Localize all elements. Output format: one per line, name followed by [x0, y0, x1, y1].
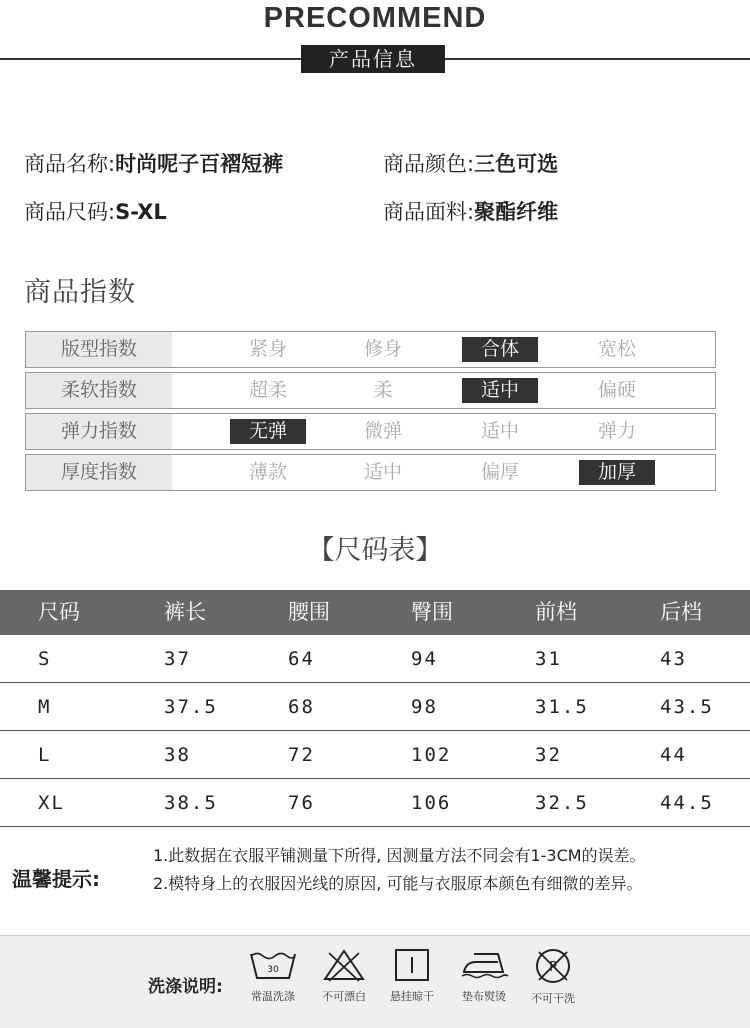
index-option-selected: 合体	[462, 337, 538, 362]
table-cell: 44.5	[660, 792, 714, 814]
table-cell: 94	[411, 648, 438, 670]
table-cell: 38.5	[164, 792, 218, 814]
product-name-value: 时尚呢子百褶短裤	[115, 152, 284, 176]
table-cell: 37	[164, 648, 191, 670]
wash-caption-4: 垫布熨烫	[462, 990, 506, 1003]
index-row-label: 厚度指数	[26, 455, 172, 490]
index-option: 适中	[480, 420, 519, 442]
product-size-value: S-XL	[115, 200, 167, 224]
table-cell: M	[38, 696, 52, 718]
table-cell: 31	[535, 648, 562, 670]
product-color-value: 三色可选	[474, 152, 559, 176]
index-option: 修身	[363, 338, 402, 360]
index-option: 紧身	[248, 338, 287, 360]
table-cell: 44	[660, 744, 687, 766]
table-row	[0, 683, 750, 731]
index-option-selected: 适中	[462, 378, 538, 403]
wash-temp-text: 30	[267, 965, 279, 975]
tip-line-1: 1.此数据在衣服平铺测量下所得, 因测量方法不同会有1-3CM的误差。	[153, 846, 646, 865]
wash-caption-5: 不可干洗	[531, 992, 575, 1005]
wash-item-3	[376, 948, 448, 1004]
product-size	[24, 196, 167, 226]
index-option-selected: 无弹	[230, 419, 306, 444]
index-row	[25, 331, 716, 368]
brand-title: PRECOMMEND	[263, 2, 487, 34]
product-fabric	[383, 196, 558, 226]
table-cell: 43	[660, 648, 687, 670]
index-option: 柔	[373, 379, 393, 401]
table-cell: 32.5	[535, 792, 589, 814]
dry-clean-letter: P	[549, 960, 557, 975]
no-dry-clean-icon	[533, 948, 573, 984]
size-table-header-cell: 裤长	[164, 600, 206, 624]
index-option: 超柔	[248, 379, 287, 401]
table-cell: 68	[288, 696, 315, 718]
product-color	[383, 148, 558, 178]
wash-item-5	[517, 948, 589, 1006]
hang-dry-icon	[394, 948, 430, 982]
table-cell: 32	[535, 744, 562, 766]
index-row-label: 弹力指数	[26, 414, 172, 449]
table-row	[0, 731, 750, 779]
table-cell: 98	[411, 696, 438, 718]
wash-item-1	[237, 948, 309, 1004]
index-row	[25, 372, 716, 409]
index-option: 偏厚	[480, 461, 519, 483]
index-row-label: 柔软指数	[26, 373, 172, 408]
iron-cloth-icon	[458, 948, 510, 982]
index-row	[25, 454, 716, 491]
size-table-header-cell: 前档	[535, 600, 577, 624]
index-option: 弹力	[597, 420, 636, 442]
index-option: 微弹	[363, 420, 402, 442]
wash-caption-1: 常温洗涤	[251, 990, 295, 1003]
index-option: 偏硬	[597, 379, 636, 401]
size-table-header-cell: 腰围	[288, 600, 330, 624]
index-option: 适中	[363, 461, 402, 483]
product-size-label: 商品尺码:	[24, 200, 116, 224]
table-row	[0, 779, 750, 827]
table-cell: 64	[288, 648, 315, 670]
index-row	[25, 413, 716, 450]
table-cell: 38	[164, 744, 191, 766]
wash-caption-3: 悬挂晾干	[390, 990, 434, 1003]
table-cell: 31.5	[535, 696, 589, 718]
table-cell: 106	[411, 792, 452, 814]
table-row	[0, 635, 750, 683]
wash-item-4	[448, 948, 520, 1004]
table-cell: 72	[288, 744, 315, 766]
size-table-header-cell: 臀围	[411, 600, 453, 624]
table-cell: L	[38, 744, 52, 766]
table-cell: 102	[411, 744, 452, 766]
table-cell: XL	[38, 792, 65, 814]
wash-30-icon	[248, 948, 298, 982]
index-section-title: 商品指数	[24, 277, 136, 308]
table-cell: 76	[288, 792, 315, 814]
size-table-header-cell: 后档	[660, 600, 702, 624]
size-table-header	[0, 590, 750, 635]
index-row-label: 版型指数	[26, 332, 172, 367]
index-option-selected: 加厚	[579, 460, 655, 485]
size-table-title: 【尺码表】	[307, 535, 443, 566]
product-name	[24, 148, 283, 178]
table-cell: 43.5	[660, 696, 714, 718]
wash-item-2	[308, 948, 380, 1004]
product-color-label: 商品颜色:	[383, 152, 475, 176]
tip-line-2: 2.模特身上的衣服因光线的原因, 可能与衣服原本颜色有细微的差异。	[153, 874, 643, 893]
product-name-label: 商品名称:	[24, 152, 116, 176]
tips-label: 温馨提示:	[12, 867, 100, 891]
wash-label: 洗涤说明:	[148, 977, 223, 997]
index-option: 宽松	[597, 338, 636, 360]
size-table-header-cell: 尺码	[38, 600, 80, 624]
wash-instructions	[0, 935, 750, 1028]
table-cell: 37.5	[164, 696, 218, 718]
product-fabric-value: 聚酯纤维	[474, 200, 559, 224]
header	[0, 0, 750, 90]
no-bleach-icon	[322, 948, 366, 982]
table-cell: S	[38, 648, 52, 670]
section-tag: 产品信息	[301, 45, 445, 73]
product-fabric-label: 商品面料:	[383, 200, 475, 224]
index-option: 薄款	[248, 461, 287, 483]
wash-caption-2: 不可漂白	[322, 990, 366, 1003]
